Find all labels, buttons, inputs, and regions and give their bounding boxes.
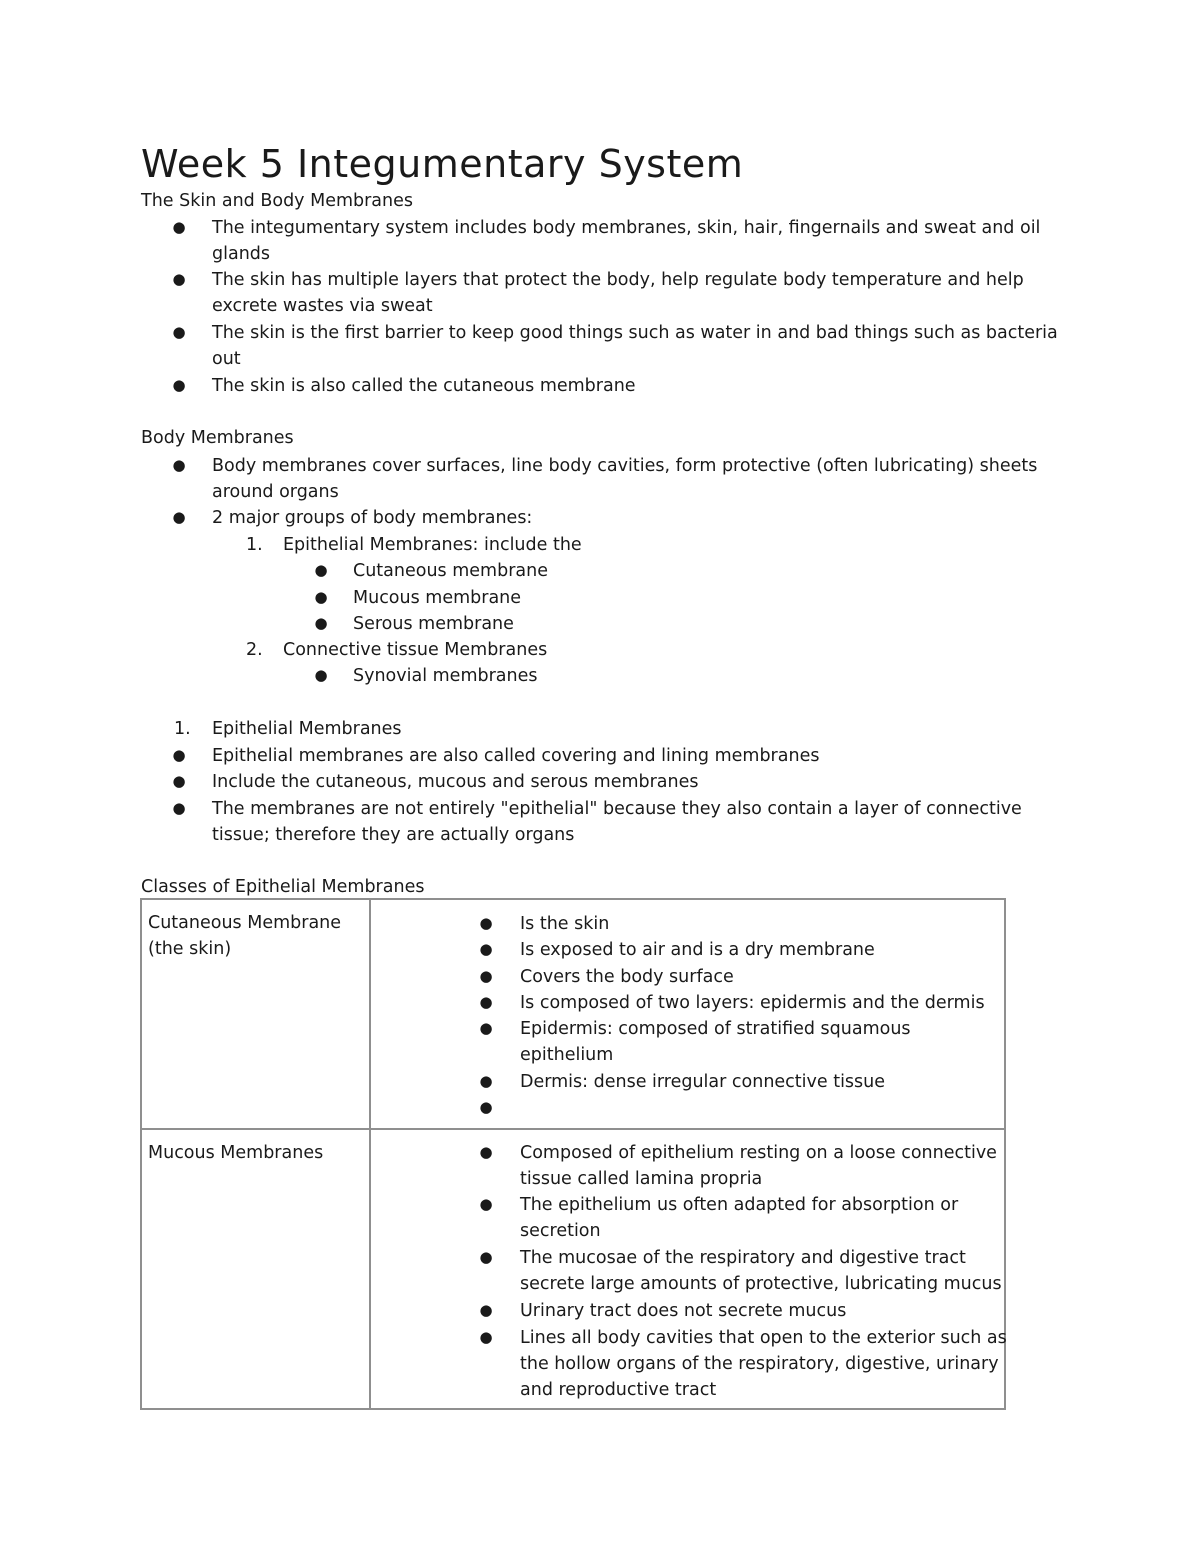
table-cell-label: Cutaneous Membrane — [148, 913, 342, 933]
bullet-icon: ● — [172, 508, 186, 526]
bullet-icon: ● — [314, 561, 328, 579]
bullet-icon: ● — [314, 588, 328, 606]
bullet-icon: ● — [479, 914, 493, 932]
table-cell-label: Mucous Membranes — [148, 1143, 324, 1163]
bullet-icon: ● — [479, 1072, 493, 1090]
bullet-icon: ● — [479, 1143, 493, 1161]
bullet-text: out — [212, 349, 241, 369]
numbered-item: Epithelial Membranes: include the — [283, 535, 582, 555]
bullet-text: Epithelial membranes are also called covering and lining membranes — [212, 746, 820, 766]
table-bullet-text: Dermis: dense irregular connective tissue — [520, 1072, 886, 1092]
table-bullet-text: Covers the body surface — [520, 967, 734, 987]
bullet-text: Include the cutaneous, mucous and serous membranes — [212, 772, 699, 792]
list-number: 2. — [246, 640, 263, 660]
bullet-icon: ● — [314, 614, 328, 632]
bullet-text: tissue; therefore they are actually organs — [212, 825, 575, 845]
bullet-icon: ● — [172, 376, 186, 394]
bullet-text: around organs — [212, 482, 339, 502]
bullet-text: The skin is the first barrier to keep good things such as water in and bad things such as bacteria — [212, 323, 1058, 343]
bullet-text: The integumentary system includes body membranes, skin, hair, fingernails and sweat and oil — [212, 218, 1041, 238]
table-bullet-text: Composed of epithelium resting on a loose connective — [520, 1143, 997, 1163]
bullet-icon: ● — [479, 967, 493, 985]
bullet-icon: ● — [172, 323, 186, 341]
bullet-text: glands — [212, 244, 271, 264]
bullet-icon: ● — [172, 218, 186, 236]
table-bullet-text: Urinary tract does not secrete mucus — [520, 1301, 847, 1321]
bullet-icon: ● — [314, 666, 328, 684]
table-column-divider — [369, 898, 371, 1410]
table-bullet-text: Is exposed to air and is a dry membrane — [520, 940, 875, 960]
bullet-text: The skin is also called the cutaneous membrane — [212, 376, 636, 396]
bullet-text: excrete wastes via sweat — [212, 296, 433, 316]
sub-bullet-text: Synovial membranes — [353, 666, 538, 686]
section-heading: Body Membranes — [141, 428, 294, 448]
bullet-icon: ● — [479, 1098, 493, 1116]
table-bullet-text: Is composed of two layers: epidermis and the dermis — [520, 993, 985, 1013]
table-cell-label: (the skin) — [148, 939, 232, 959]
bullet-icon: ● — [172, 746, 186, 764]
bullet-icon: ● — [479, 1019, 493, 1037]
bullet-text: Body membranes cover surfaces, line body cavities, form protective (often lubricating) sheets — [212, 456, 1038, 476]
bullet-text: 2 major groups of body membranes: — [212, 508, 533, 528]
bullet-icon: ● — [479, 993, 493, 1011]
sub-bullet-text: Cutaneous membrane — [353, 561, 548, 581]
table-bullet-text: Is the skin — [520, 914, 610, 934]
list-number: 1. — [174, 719, 191, 739]
table-caption: Classes of Epithelial Membranes — [141, 877, 425, 897]
section-heading: The Skin and Body Membranes — [141, 191, 414, 211]
table-row-divider — [140, 1128, 1006, 1130]
numbered-item: Connective tissue Membranes — [283, 640, 548, 660]
list-number: 1. — [246, 535, 263, 555]
table-bullet-text: The mucosae of the respiratory and digestive tract — [520, 1248, 966, 1268]
bullet-icon: ● — [172, 456, 186, 474]
bullet-icon: ● — [172, 270, 186, 288]
table-bullet-text: tissue called lamina propria — [520, 1169, 763, 1189]
bullet-icon: ● — [172, 799, 186, 817]
table-bullet-text: secrete large amounts of protective, lubricating mucus — [520, 1274, 1002, 1294]
bullet-text: The membranes are not entirely "epithelial" because they also contain a layer of connective — [212, 799, 1022, 819]
table-bullet-text: Epidermis: composed of stratified squamous — [520, 1019, 911, 1039]
document-title: Week 5 Integumentary System — [141, 142, 744, 186]
table-bullet-text: secretion — [520, 1221, 601, 1241]
bullet-icon: ● — [479, 940, 493, 958]
table-bullet-text: the hollow organs of the respiratory, digestive, urinary — [520, 1354, 999, 1374]
sub-bullet-text: Serous membrane — [353, 614, 514, 634]
bullet-text: The skin has multiple layers that protect the body, help regulate body temperature and help — [212, 270, 1024, 290]
bullet-icon: ● — [172, 772, 186, 790]
numbered-item: Epithelial Membranes — [212, 719, 402, 739]
bullet-icon: ● — [479, 1328, 493, 1346]
table-bullet-text: The epithelium us often adapted for absorption or — [520, 1195, 959, 1215]
bullet-icon: ● — [479, 1301, 493, 1319]
table-bullet-text: epithelium — [520, 1045, 614, 1065]
sub-bullet-text: Mucous membrane — [353, 588, 522, 608]
table-bullet-text: Lines all body cavities that open to the exterior such as — [520, 1328, 1007, 1348]
bullet-icon: ● — [479, 1248, 493, 1266]
table-bullet-text: and reproductive tract — [520, 1380, 717, 1400]
bullet-icon: ● — [479, 1195, 493, 1213]
